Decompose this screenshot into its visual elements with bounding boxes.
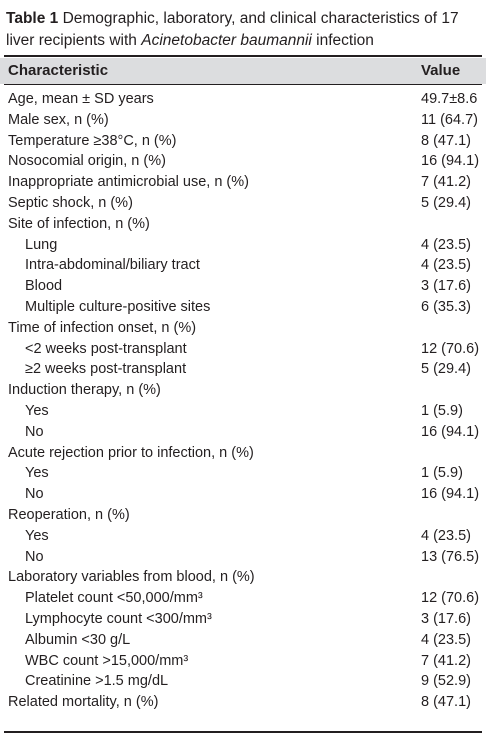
row-label: Septic shock, n (%) bbox=[8, 194, 133, 211]
header-characteristic: Characteristic bbox=[8, 62, 109, 79]
row-label: Multiple culture-positive sites bbox=[25, 298, 211, 315]
row-value: 9 (52.9) bbox=[421, 673, 471, 690]
row-label: Acute rejection prior to infection, n (%) bbox=[8, 444, 254, 461]
row-value: 4 (23.5) bbox=[421, 631, 471, 648]
table-row bbox=[0, 255, 486, 276]
row-label: Lung bbox=[25, 236, 58, 253]
row-value: 4 (23.5) bbox=[421, 236, 471, 253]
row-label: Site of infection, n (%) bbox=[8, 215, 150, 232]
row-label: Laboratory variables from blood, n (%) bbox=[8, 569, 255, 586]
table-row bbox=[0, 276, 486, 297]
row-label: Reoperation, n (%) bbox=[8, 506, 130, 523]
row-label: Temperature ≥38°C, n (%) bbox=[8, 132, 177, 149]
row-label: No bbox=[25, 548, 44, 565]
row-label: Inappropriate antimicrobial use, n (%) bbox=[8, 174, 249, 191]
row-value: 16 (94.1) bbox=[421, 153, 480, 170]
table-row bbox=[0, 380, 486, 401]
row-label: Time of infection onset, n (%) bbox=[8, 319, 197, 336]
row-label: Yes bbox=[25, 402, 49, 419]
row-value: 16 (94.1) bbox=[421, 486, 480, 503]
table-row bbox=[0, 297, 486, 318]
table-body bbox=[0, 89, 486, 713]
table-row bbox=[0, 89, 486, 110]
row-value: 6 (35.3) bbox=[421, 298, 471, 315]
header-value: Value bbox=[421, 62, 461, 79]
table-row bbox=[0, 172, 486, 193]
bottom-rule bbox=[4, 731, 482, 733]
row-label: WBC count >15,000/mm³ bbox=[25, 652, 189, 669]
table-row bbox=[0, 484, 486, 505]
row-value: 13 (76.5) bbox=[421, 548, 480, 565]
table-row bbox=[0, 547, 486, 568]
row-value: 7 (41.2) bbox=[421, 652, 471, 669]
row-value: 8 (47.1) bbox=[421, 132, 471, 149]
table-row bbox=[0, 588, 486, 609]
top-rule bbox=[4, 55, 482, 57]
row-value: 5 (29.4) bbox=[421, 361, 471, 378]
table-row bbox=[0, 526, 486, 547]
row-value: 12 (70.6) bbox=[421, 340, 480, 357]
row-label: Nosocomial origin, n (%) bbox=[8, 153, 166, 170]
row-value: 4 (23.5) bbox=[421, 257, 471, 274]
row-value: 49.7±8.6 bbox=[421, 91, 478, 107]
table-row bbox=[0, 110, 486, 131]
table-label: Table 1 bbox=[6, 10, 59, 27]
table-row bbox=[0, 692, 486, 713]
table-row bbox=[0, 609, 486, 630]
row-label: Yes bbox=[25, 465, 49, 482]
table-row bbox=[0, 567, 486, 588]
row-label: Creatinine >1.5 mg/dL bbox=[25, 673, 169, 690]
table-caption bbox=[6, 8, 482, 52]
row-value: 7 (41.2) bbox=[421, 174, 471, 191]
row-value: 3 (17.6) bbox=[421, 610, 471, 627]
caption-text: Demographic, laboratory, and clinical characteristics of 17 liver recipients with bbox=[6, 10, 459, 49]
row-label: Lymphocyte count <300/mm³ bbox=[25, 610, 212, 627]
table-row bbox=[0, 422, 486, 443]
row-value: 12 (70.6) bbox=[421, 590, 480, 607]
table-row bbox=[0, 443, 486, 464]
table-row bbox=[0, 630, 486, 651]
table-row bbox=[0, 359, 486, 380]
caption-organism: Acinetobacter baumannii bbox=[141, 32, 312, 49]
row-value: 4 (23.5) bbox=[421, 527, 471, 544]
row-label: Intra-abdominal/biliary tract bbox=[25, 257, 200, 274]
caption-text-end: infection bbox=[311, 32, 374, 49]
row-label: No bbox=[25, 486, 44, 503]
table-header bbox=[0, 58, 486, 84]
table-row bbox=[0, 401, 486, 422]
row-value: 16 (94.1) bbox=[421, 423, 480, 440]
row-label: Platelet count <50,000/mm³ bbox=[25, 590, 203, 607]
table-row bbox=[0, 505, 486, 526]
table-row bbox=[0, 151, 486, 172]
table-row bbox=[0, 131, 486, 152]
row-value: 1 (5.9) bbox=[421, 465, 463, 482]
row-value: 8 (47.1) bbox=[421, 694, 471, 711]
table-row bbox=[0, 339, 486, 360]
row-label: <2 weeks post-transplant bbox=[25, 340, 187, 357]
row-label: No bbox=[25, 423, 44, 440]
row-label: Yes bbox=[25, 527, 49, 544]
table-row bbox=[0, 235, 486, 256]
row-label: ≥2 weeks post-transplant bbox=[25, 361, 187, 378]
row-label: Age, mean ± SD years bbox=[8, 91, 154, 107]
row-label: Male sex, n (%) bbox=[8, 111, 109, 128]
row-value: 11 (64.7) bbox=[421, 111, 478, 128]
row-value: 3 (17.6) bbox=[421, 278, 471, 295]
row-label: Blood bbox=[25, 278, 63, 295]
row-label: Albumin <30 g/L bbox=[25, 631, 131, 648]
row-value: 5 (29.4) bbox=[421, 194, 471, 211]
header-rule bbox=[4, 84, 482, 85]
table-row bbox=[0, 214, 486, 235]
row-value: 1 (5.9) bbox=[421, 402, 463, 419]
table-row bbox=[0, 671, 486, 692]
table-row bbox=[0, 651, 486, 672]
table-row bbox=[0, 318, 486, 339]
table-row bbox=[0, 463, 486, 484]
row-label: Related mortality, n (%) bbox=[8, 694, 159, 711]
row-label: Induction therapy, n (%) bbox=[8, 382, 161, 399]
table-row bbox=[0, 193, 486, 214]
